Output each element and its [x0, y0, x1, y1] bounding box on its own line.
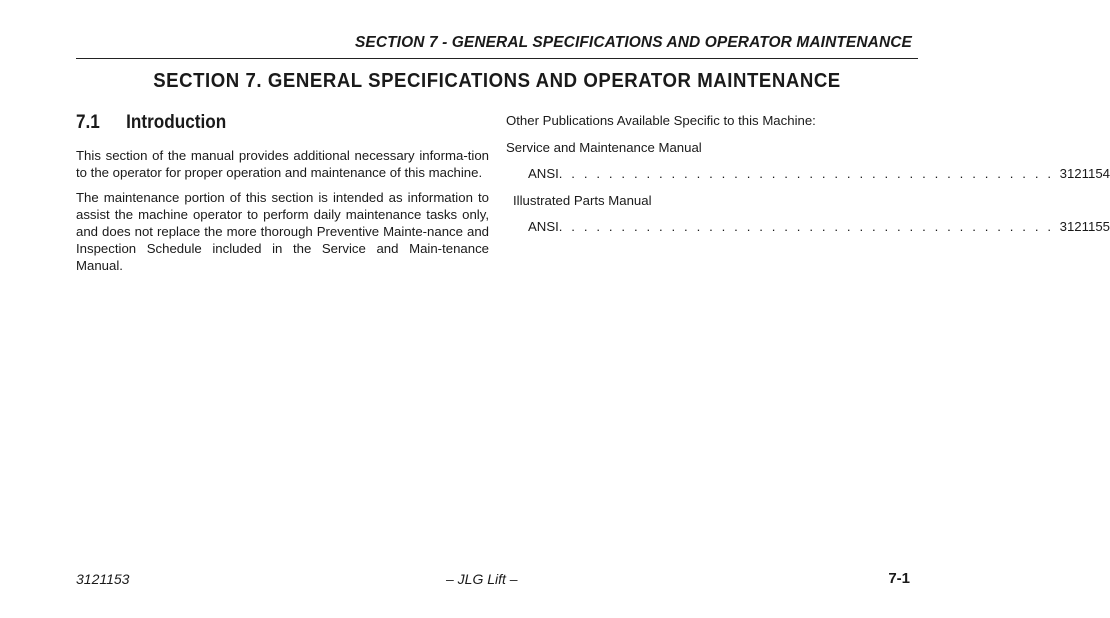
- footer-publisher: – JLG Lift –: [446, 571, 518, 587]
- subsection-title: Introduction: [126, 111, 227, 133]
- service-manual-label: ANSI: [528, 166, 559, 181]
- service-manual-entry: [528, 165, 1110, 182]
- publications-intro: Other Publications Available Specific to this Machine:: [506, 113, 816, 128]
- parts-manual-title: Illustrated Parts Manual: [513, 193, 652, 208]
- intro-paragraph-2: The maintenance portion of this section is intended as information to assist the machine operator to perform daily maintenance tasks only, and does not replace the more thorough Preventive Mainte-nance and Inspection Schedule included in the Service and Main-tenance Manual.: [76, 190, 489, 273]
- parts-manual-number: 3121155: [1059, 219, 1110, 234]
- intro-body: [76, 147, 489, 282]
- footer-page-number: 7-1: [888, 570, 910, 587]
- header-rule: [76, 58, 918, 59]
- footer-doc-number: 3121153: [76, 571, 130, 587]
- leader-dots: . . . . . . . . . . . . . . . . . . . . . . . . . . . . . . . . . . . . . . . .: [558, 166, 1054, 181]
- leader-dots: . . . . . . . . . . . . . . . . . . . . . . . . . . . . . . . . . . . . . . . .: [558, 219, 1054, 234]
- service-manual-number: 3121154: [1059, 166, 1110, 181]
- parts-manual-entry: [528, 218, 1110, 235]
- subsection-number: 7.1: [76, 111, 100, 133]
- parts-manual-label: ANSI: [528, 219, 559, 234]
- intro-paragraph-1: This section of the manual provides additional necessary informa-tion to the operator for proper operation and maintenance of this machine.: [76, 148, 489, 180]
- running-header: SECTION 7 - GENERAL SPECIFICATIONS AND OPERATOR MAINTENANCE: [354, 34, 912, 51]
- subsection-heading: [76, 111, 226, 134]
- section-title: SECTION 7. GENERAL SPECIFICATIONS AND OPERATOR MAINTENANCE: [153, 70, 841, 92]
- service-manual-title: Service and Maintenance Manual: [506, 140, 702, 155]
